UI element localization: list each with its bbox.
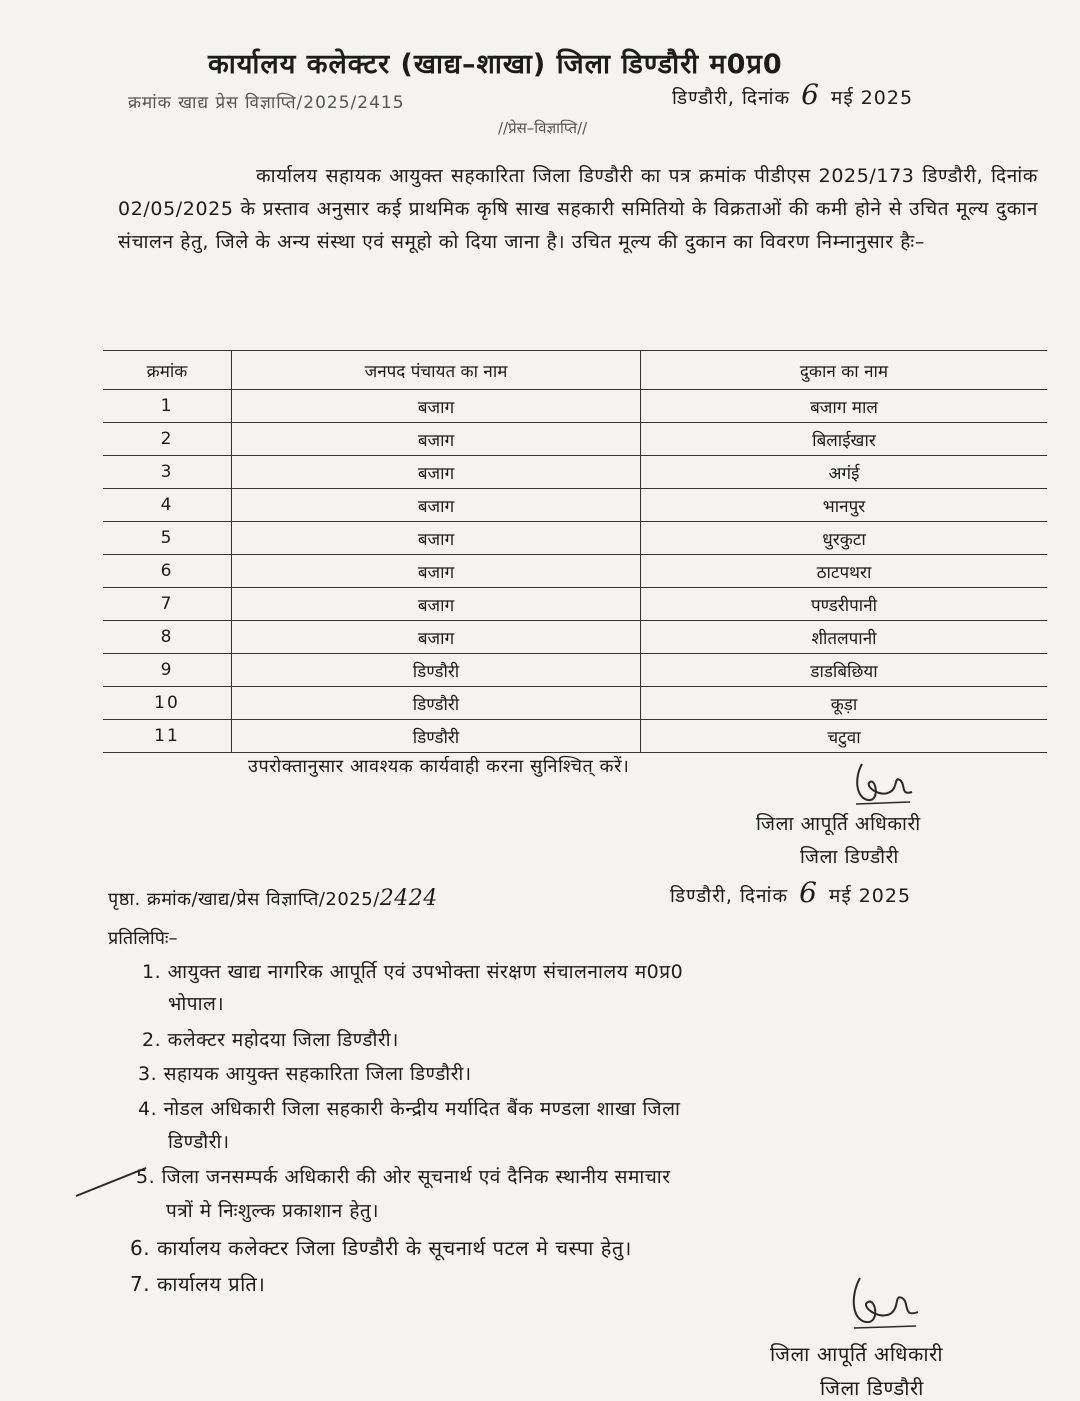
- serial-cell: 10: [103, 687, 232, 720]
- janpad-cell: डिण्डौरी: [232, 687, 641, 720]
- table-row: [103, 720, 1047, 753]
- shop-cell: कूड़ा: [641, 687, 1048, 720]
- signature-scribble-1: [850, 758, 920, 808]
- table-row: [103, 390, 1047, 423]
- issue-date: [672, 78, 913, 111]
- table-row: [103, 654, 1047, 687]
- date-rest: मई 2025: [830, 87, 914, 109]
- shop-cell: भानपुर: [641, 489, 1048, 522]
- serial-cell: 4: [103, 489, 232, 522]
- serial-cell: 11: [103, 720, 232, 753]
- office-title: कार्यालय कलेक्टर (खाद्य–शाखा) जिला डिण्डौरी म0प्र0: [208, 49, 783, 80]
- copy-item: 5. जिला जनसम्पर्क अधिकारी की ओर सूचनार्थ एवं दैनिक स्थानीय समाचार: [136, 1166, 671, 1188]
- janpad-cell: बजाग: [232, 555, 641, 588]
- endorsement-date-prefix: डिण्डौरी, दिनांक: [670, 885, 789, 907]
- serial-cell: 3: [103, 456, 232, 489]
- janpad-cell: डिण्डौरी: [232, 720, 641, 753]
- copy-item-continuation: पत्रों मे निःशुल्क प्रकाशान हेतु।: [166, 1200, 379, 1222]
- janpad-cell: बजाग: [232, 423, 641, 456]
- shop-cell: बिलाईखार: [641, 423, 1048, 456]
- signature1-title: जिला आपूर्ति अधिकारी: [756, 813, 921, 835]
- endorsement-reference: [108, 886, 438, 911]
- serial-cell: 2: [103, 423, 232, 456]
- column-header-serial: क्रमांक: [103, 351, 232, 390]
- date-day: 6: [801, 78, 820, 111]
- serial-cell: 8: [103, 621, 232, 654]
- endorsement-ref-prefix: पृष्ठा. क्रमांक/खाद्य/प्रेस विज्ञाप्ति/2025/: [108, 889, 380, 910]
- press-release-subtitle: //प्रेस–विज्ञाप्ति//: [498, 119, 588, 137]
- copy-item-continuation: भोपाल।: [168, 993, 225, 1015]
- endorsement-ref-number: 2424: [379, 886, 438, 911]
- serial-cell: 1: [103, 390, 232, 423]
- table-row: [103, 522, 1047, 555]
- table-row: [103, 621, 1047, 654]
- copy-item: 2. कलेक्टर महोदया जिला डिण्डौरी।: [142, 1029, 399, 1051]
- table-header-row: [103, 351, 1047, 390]
- column-header-janpad: जनपद पंचायत का नाम: [232, 351, 641, 390]
- body-paragraph-text: कार्यालय सहायक आयुक्त सहकारिता जिला डिण्डौरी का पत्र क्रमांक पीडीएस 2025/173 डिण्डौरी, दिनांक 02/05/2025 के प्रस्ताव अनुसार कई प्राथमिक कृषि साख सहकारी समितियो के विक्रताओं की कमी होने से उचित मूल्य दुकान संचालन हेतु, जिले के अन्य संस्था एवं समूहो को दिया जाना है। उचित मूल्य की दुकान का विवरण निम्नानुसार हैः–: [118, 165, 1039, 253]
- serial-cell: 9: [103, 654, 232, 687]
- signature1-district: जिला डिण्डौरी: [800, 846, 899, 868]
- shop-cell: डाडबिछिया: [641, 654, 1048, 687]
- body-paragraph: [118, 160, 1038, 259]
- reference-number: क्रमांक खाद्य प्रेस विज्ञाप्ति/2025/2415: [128, 93, 405, 113]
- signature2-title: जिला आपूर्ति अधिकारी: [770, 1342, 944, 1366]
- janpad-cell: बजाग: [232, 390, 641, 423]
- serial-cell: 5: [103, 522, 232, 555]
- table-row: [103, 555, 1047, 588]
- table-row: [103, 687, 1047, 720]
- shop-cell: बजाग माल: [641, 390, 1048, 423]
- copy-item-continuation: डिण्डौरी।: [168, 1131, 230, 1153]
- janpad-cell: डिण्डौरी: [232, 654, 641, 687]
- endorsement-date-day: 6: [799, 876, 818, 909]
- copy-to-label: प्रतिलिपिः–: [108, 928, 178, 949]
- shop-cell: पण्डरीपानी: [641, 588, 1048, 621]
- shop-cell: चटुवा: [641, 720, 1048, 753]
- signature-scribble-2: [846, 1274, 926, 1334]
- shop-table: [103, 350, 1047, 753]
- endorsement-date: [670, 876, 911, 909]
- serial-cell: 6: [103, 555, 232, 588]
- janpad-cell: बजाग: [232, 456, 641, 489]
- janpad-cell: बजाग: [232, 621, 641, 654]
- shop-cell: ठाटपथरा: [641, 555, 1048, 588]
- column-header-shop: दुकान का नाम: [641, 351, 1048, 390]
- janpad-cell: बजाग: [232, 522, 641, 555]
- janpad-cell: बजाग: [232, 489, 641, 522]
- table-row: [103, 456, 1047, 489]
- shop-cell: धुरकुटा: [641, 522, 1048, 555]
- table-row: [103, 423, 1047, 456]
- date-prefix: डिण्डौरी, दिनांक: [672, 87, 791, 109]
- action-note: उपरोक्तानुसार आवश्यक कार्यवाही करना सुनिश्चित् करें।: [248, 756, 630, 777]
- copy-item: 6. कार्यालय कलेक्टर जिला डिण्डौरी के सूचनार्थ पटल मे चस्पा हेतु।: [130, 1236, 632, 1260]
- endorsement-date-rest: मई 2025: [828, 885, 912, 907]
- copy-item: 4. नोडल अधिकारी जिला सहकारी केन्द्रीय मर्यादित बैंक मण्डला शाखा जिला: [138, 1098, 681, 1120]
- copy-item: 3. सहायक आयुक्त सहकारिता जिला डिण्डौरी।: [138, 1063, 472, 1085]
- copy-item: 1. आयुक्त खाद्य नागरिक आपूर्ति एवं उपभोक्ता संरक्षण संचालनालय म0प्र0: [142, 961, 684, 983]
- table-row: [103, 588, 1047, 621]
- shop-cell: अगंई: [641, 456, 1048, 489]
- shop-cell: शीतलपानी: [641, 621, 1048, 654]
- table-row: [103, 489, 1047, 522]
- janpad-cell: बजाग: [232, 588, 641, 621]
- serial-cell: 7: [103, 588, 232, 621]
- signature2-district: जिला डिण्डौरी: [820, 1376, 924, 1400]
- copy-item: 7. कार्यालय प्रति।: [130, 1272, 266, 1296]
